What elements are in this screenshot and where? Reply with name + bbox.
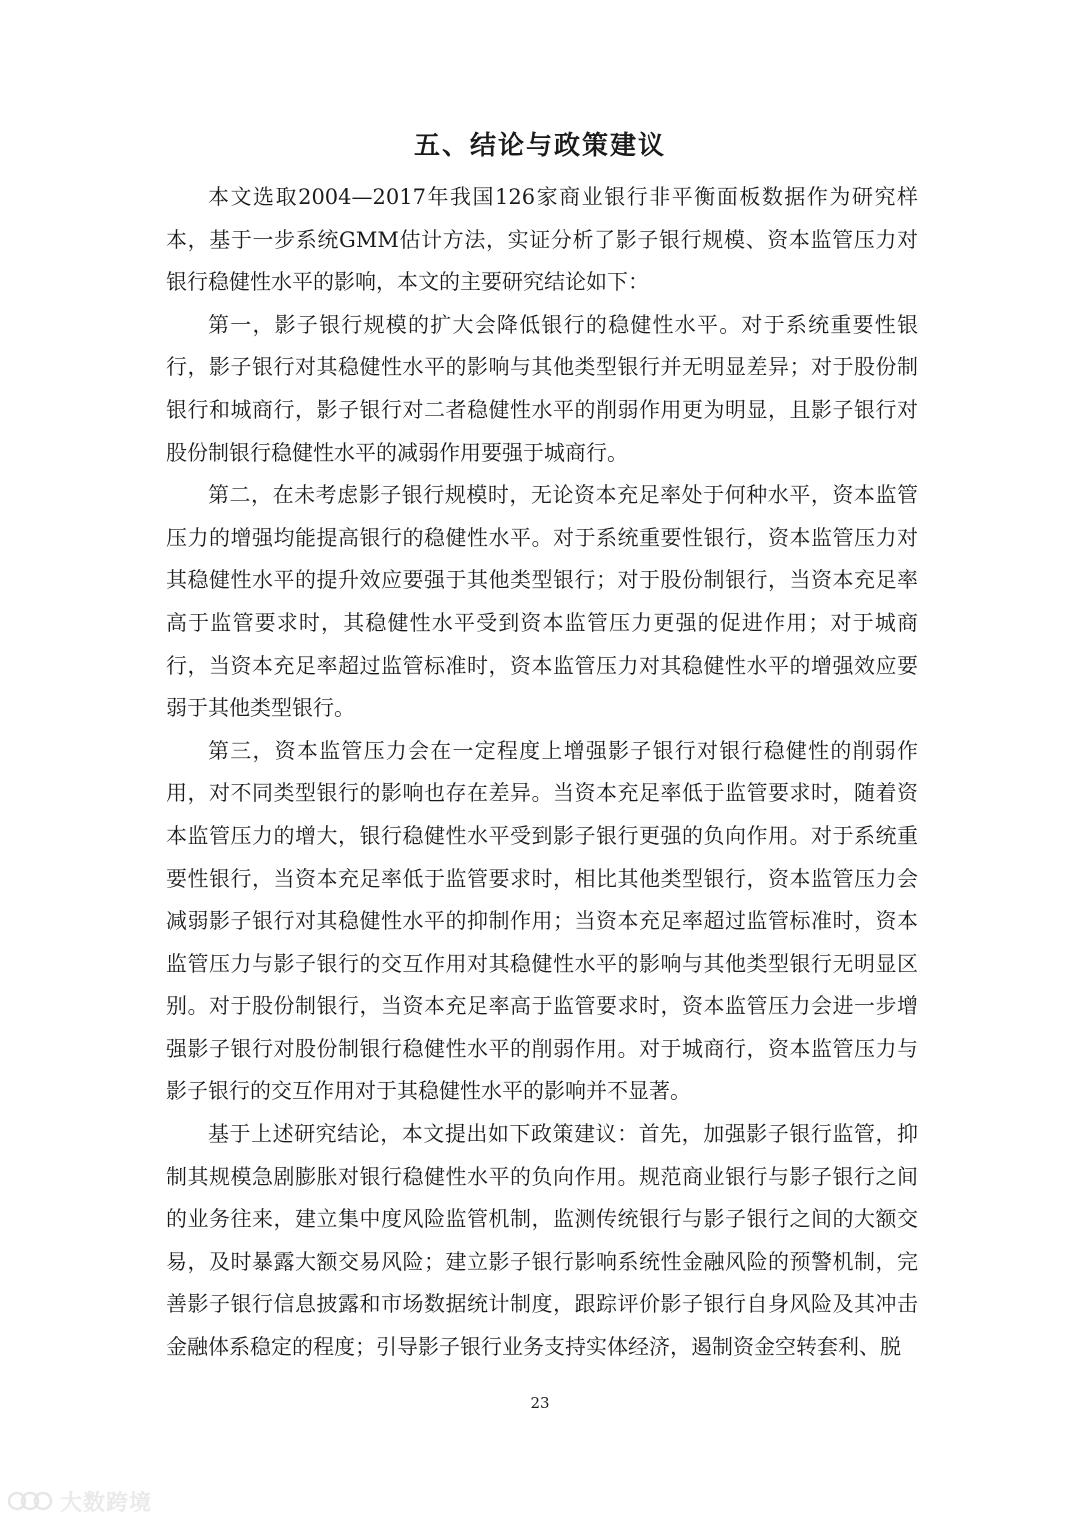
body-text <box>166 176 918 1369</box>
paragraph-policy-suggestions: 基于上述研究结论，本文提出如下政策建议：首先，加强影子银行监管，抑制其规模急剧膨胀对银行稳健性水平的负向作用。规范商业银行与影子银行之间的业务往来，建立集中度风险监管机制，监测传统银行与影子银行之间的大额交易，及时暴露大额交易风险；建立影子银行影响系统性金融风险的预警机制，完善影子银行信息披露和市场数据统计制度，跟踪评价影子银行自身风险及其冲击金融体系稳定的程度；引导影子银行业务支持实体经济，遏制资金空转套利、脱 <box>166 1122 918 1360</box>
paragraph-third-conclusion: 第三，资本监管压力会在一定程度上增强影子银行对银行稳健性的削弱作用，对不同类型银行的影响也存在差异。当资本充足率低于监管要求时，随着资本监管压力的增大，银行稳健性水平受到影子银行更强的负向作用。对于系统重要性银行，当资本充足率低于监管要求时，相比其他类型银行，资本监管压力会减弱影子银行对其稳健性水平的抑制作用；当资本充足率超过监管标准时，资本监管压力与影子银行的交互作用对其稳健性水平的影响与其他类型银行无明显区别。对于股份制银行，当资本充足率高于监管要求时，资本监管压力会进一步增强影子银行对股份制银行稳健性水平的削弱作用。对于城商行，资本监管压力与影子银行的交互作用对于其稳健性水平的影响并不显著。 <box>166 738 918 1104</box>
watermark-text: 大数跨境 <box>60 1490 153 1516</box>
paragraph-first-conclusion: 第一，影子银行规模的扩大会降低银行的稳健性水平。对于系统重要性银行，影子银行对其稳健性水平的影响与其他类型银行并无明显差异；对于股份制银行和城商行，影子银行对二者稳健性水平的削弱作用更为明显，且影子银行对股份制银行稳健性水平的减弱作用要强于城商行。 <box>166 312 918 465</box>
watermark <box>6 1484 152 1518</box>
page-number: 23 <box>530 1394 550 1412</box>
paragraph-second-conclusion: 第二，在未考虑影子银行规模时，无论资本充足率处于何种水平，资本监管压力的增强均能提高银行的稳健性水平。对于系统重要性银行，资本监管压力对其稳健性水平的提升效应要强于其他类型银行；对于股份制银行，当资本充足率高于监管要求时，其稳健性水平受到资本监管压力更强的促进作用；对于城商行，当资本充足率超过监管标准时，资本监管压力对其稳健性水平的增强效应要弱于其他类型银行。 <box>166 483 918 721</box>
paragraph-intro: 本文选取2004—2017年我国126家商业银行非平衡面板数据作为研究样本，基于一步系统GMM估计方法，实证分析了影子银行规模、资本监管压力对银行稳健性水平的影响，本文的主要研究结论如下： <box>166 185 918 295</box>
section-heading: 五、结论与政策建议 <box>413 131 666 161</box>
watermark-logo-icon <box>6 1486 54 1516</box>
